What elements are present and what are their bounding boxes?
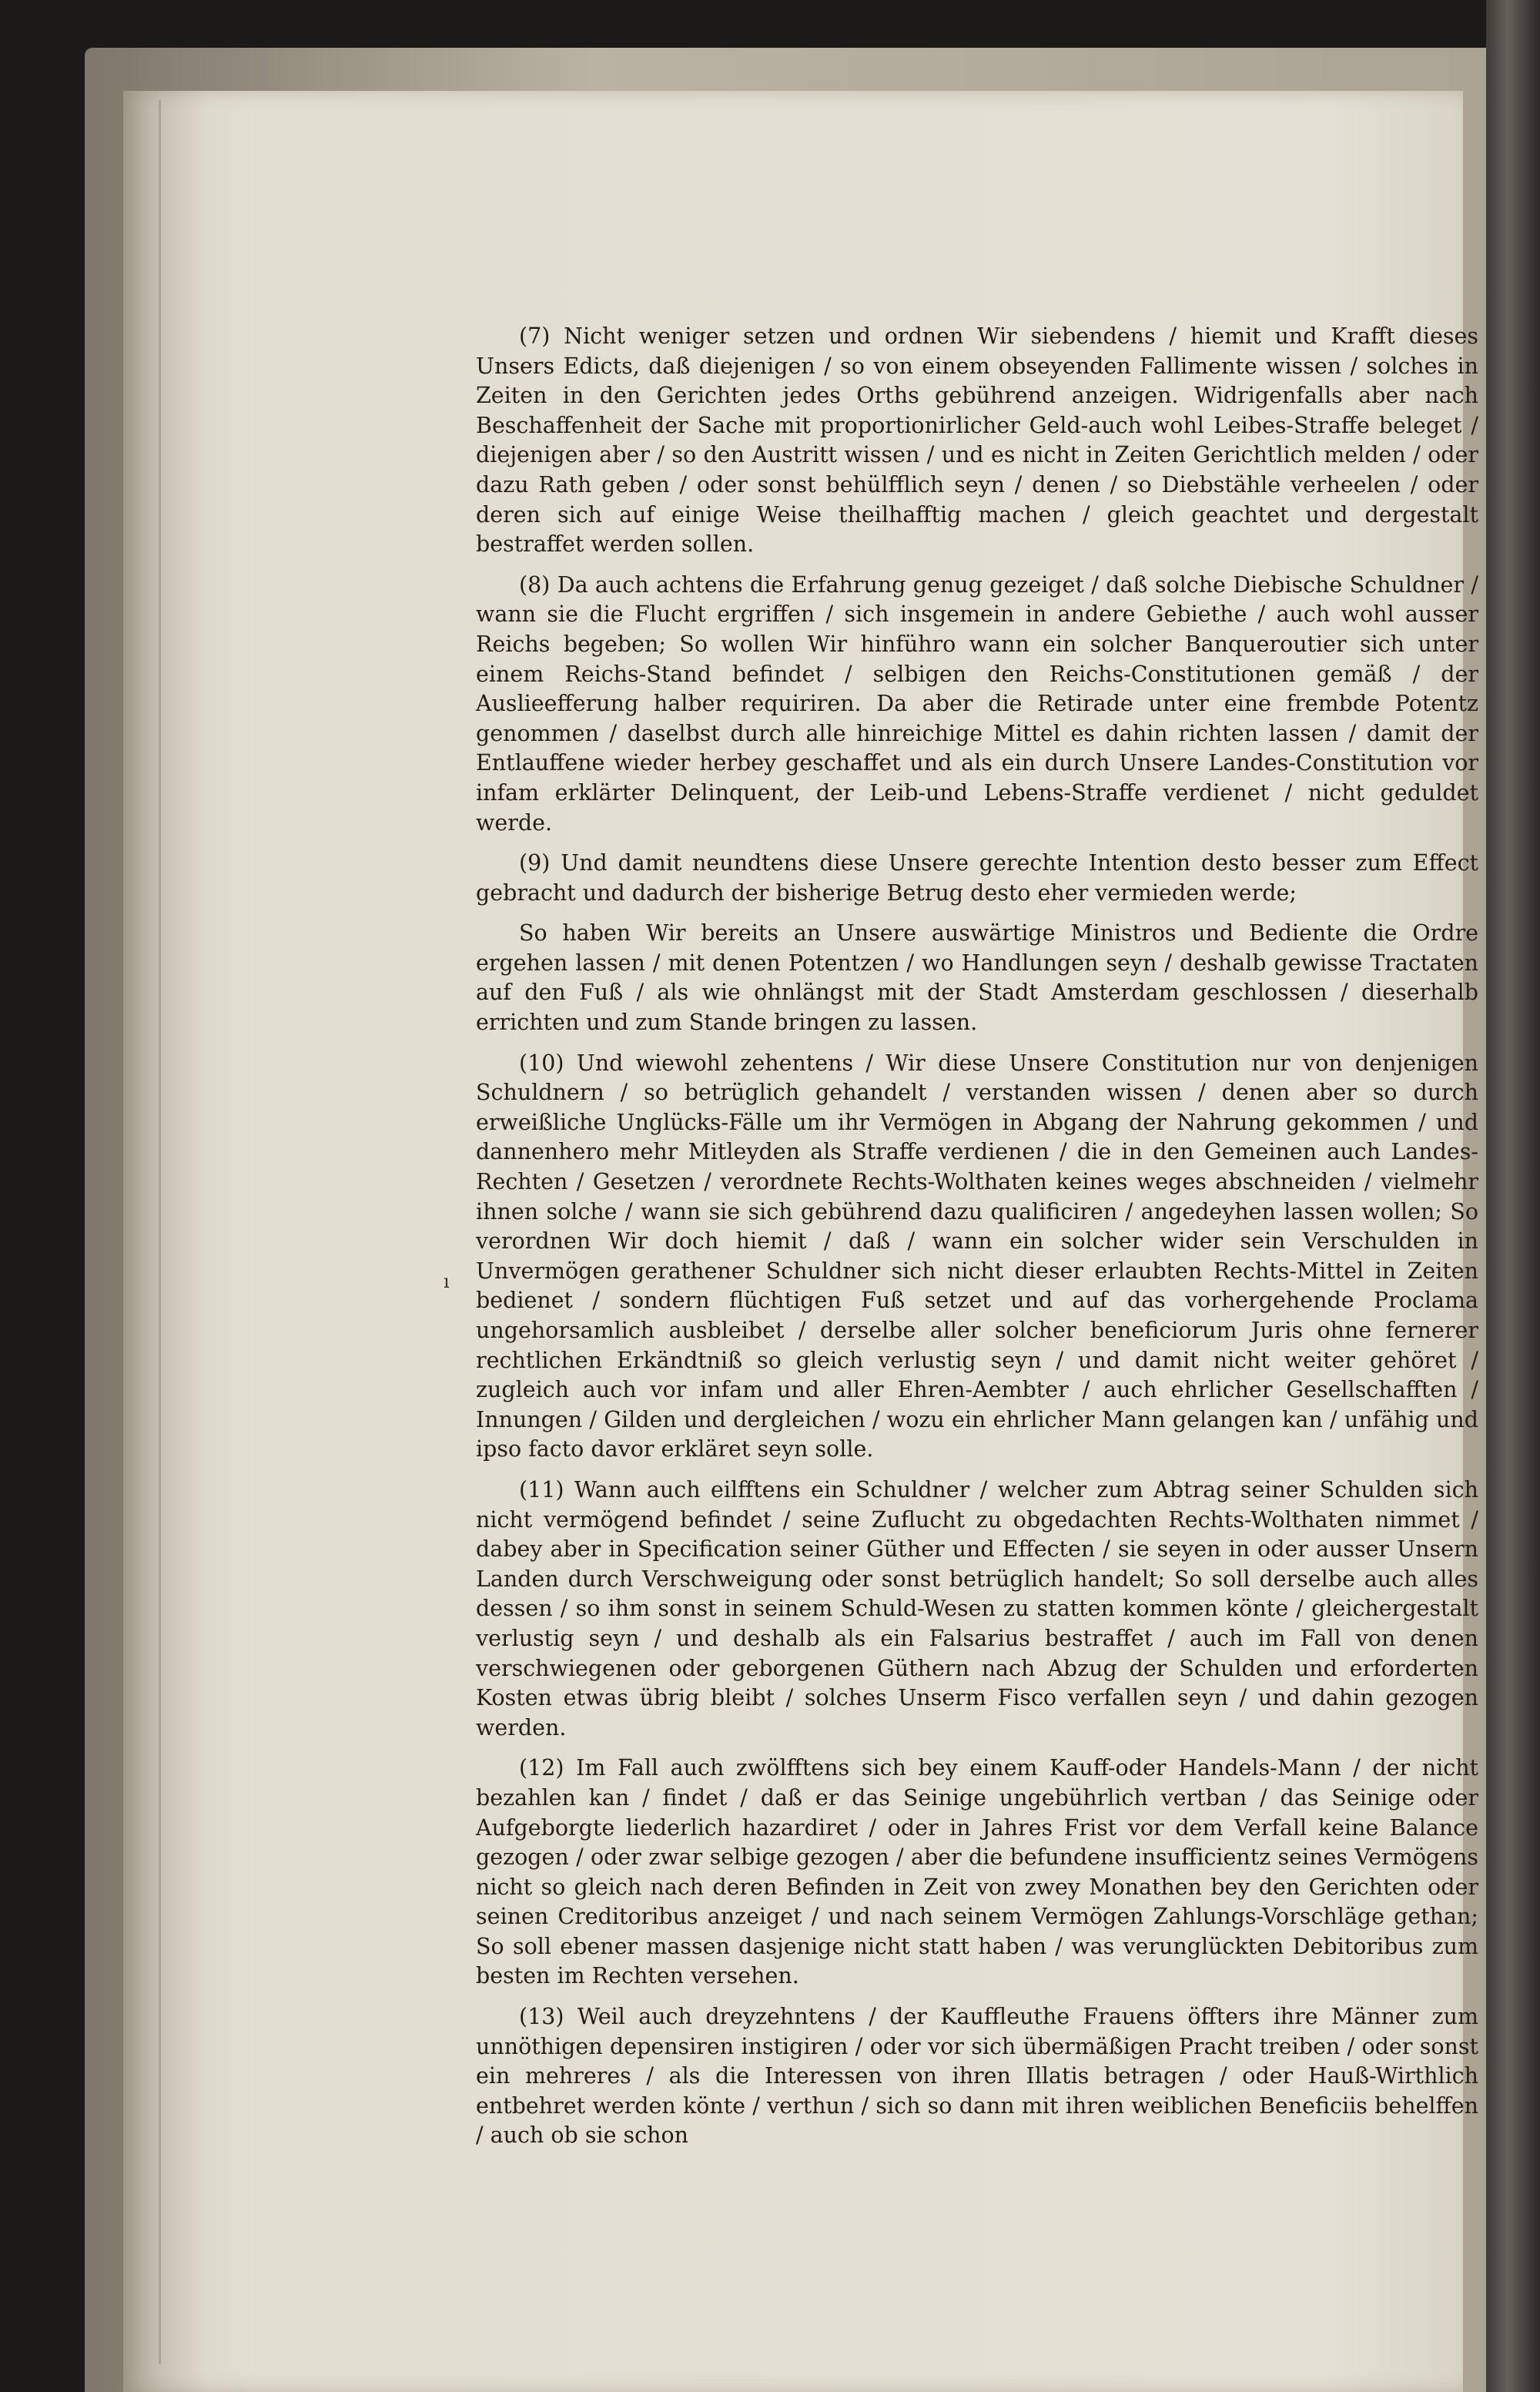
paragraph-9-cont: So haben Wir bereits an Unsere auswärtige Ministros und Bediente die Ordre ergehen lassen / mit denen Potentzen / wo Handlungen seyn / deshalb gewisse Tractaten auf den Fuß / als wie ohnlängst mit der Stadt Amsterdam geschlossen / dieserhalb errichten und zum Stande bringen zu lassen.	[476, 920, 1478, 1036]
paragraph-8: (8) Da auch achtens die Erfahrung genug gezeiget / daß solche Diebische Schuldner / wann sie die Flucht ergriffen / sich insgemein in andere Gebiethe / auch wohl ausser Reichs begeben; So wollen Wir hinführo wann ein solcher Banqueroutier sich unter einem Reichs-Stand befindet / selbigen den Reichs-Constitutionen gemäß / der Auslieefferung halber requiriren. Da aber die Retirade unter eine frembde Potentz genommen / daselbst durch alle hinreichige Mittel es dahin richten lassen / damit der Entlauffene wieder herbey geschaffet und als ein durch Unsere Landes-Constitution vor infam erklärter Delinquent, der Leib-und Lebens-Straffe verdienet / nicht geduldet werde.	[476, 571, 1478, 836]
margin-mark: ı	[444, 1271, 450, 1292]
body-text	[476, 322, 1478, 2162]
paragraph-13: (13) Weil auch dreyzehntens / der Kauffleuthe Frauens öffters ihre Männer zum unnöthigen depensiren instigiren / oder vor sich übermäßigen Pracht treiben / oder sonst ein mehreres / als die Interessen von ihren Illatis betragen / oder Hauß-Wirthlich entbehret werden könte / verthun / sich so dann mit ihren weiblichen Beneficiis behelffen / auch ob sie schon	[476, 2004, 1478, 2149]
paragraph-12: (12) Im Fall auch zwölfftens sich bey einem Kauff-oder Handels-Mann / der nicht bezahlen kan / findet / daß er das Seinige ungebührlich vertban / das Seinige oder Aufgeborgte liederlich hazardiret / oder in Jahres Frist vor dem Verfall keine Balance gezogen / oder zwar selbige gezogen / aber die befundene insufficientz seines Vermögens nicht so gleich nach deren Befinden in Zeit von zwey Monathen bey den Gerichten oder seinen Creditoribus anzeiget / und nach seinem Vermögen Zahlungs-Vorschläge gethan; So soll ebener massen dasjenige nicht statt haben / was verunglückten Debitoribus zum besten im Rechten versehen.	[476, 1755, 1478, 1989]
book-edge	[1486, 0, 1540, 2392]
paragraph-10: (10) Und wiewohl zehentens / Wir diese Unsere Constitution nur von denjenigen Schuldnern / so betrüglich gehandelt / verstanden wissen / denen aber so durch erweißliche Unglücks-Fälle um ihr Vermögen in Abgang der Nahrung gekommen / und dannenhero mehr Mitleyden als Straffe verdienen / die in den Gemeinen auch Landes-Rechten / Gesetzen / verordnete Rechts-Wolthaten keines weges abschneiden / vielmehr ihnen solche / wann sie sich gebührend dazu qualificiren / angedeyhen lassen wollen; So verordnen Wir doch hiemit / daß / wann ein solcher wider sein Verschulden in Unvermögen gerathener Schuldner sich nicht dieser erlaubten Rechts-Mittel in Zeiten bedienet / sondern flüchtigen Fuß setzet und auf das vorhergehende Proclama ungehorsamlich ausbleibet / derselbe aller solcher beneficiorum Juris ohne fernerer rechtlichen Erkändtniß so gleich verlustig seyn / und damit nicht weiter gehöret / zugleich auch vor infam und aller Ehren-Aembter / auch ehrlicher Gesellschafften / Innungen / Gilden und dergleichen / wozu ein ehrlicher Mann gelangen kan / unfähig und ipso facto davor erkläret seyn solle.	[476, 1050, 1478, 1462]
paragraph-11: (11) Wann auch eilfftens ein Schuldner / welcher zum Abtrag seiner Schulden sich nicht vermögend befindet / seine Zuflucht zu obgedachten Rechts-Wolthaten nimmet / dabey aber in Specification seiner Güther und Effecten / sie seyen in oder ausser Unsern Landen durch Verschweigung oder sonst betrüglich handelt; So soll derselbe auch alles dessen / so ihm sonst in seinem Schuld-Wesen zu statten kommen könte / gleichergestalt verlustig seyn / und deshalb als ein Falsarius bestraffet / auch im Fall von denen verschwiegenen oder geborgenen Güthern nach Abzug der Schulden und erforderten Kosten etwas übrig bleibt / solches Unserm Fisco verfallen seyn / und dahin gezogen werden.	[476, 1476, 1478, 1740]
paragraph-7: (7) Nicht weniger setzen und ordnen Wir siebendens / hiemit und Krafft dieses Unsers Edicts, daß diejenigen / so von einem obseyenden Fallimente wissen / solches in Zeiten in den Gerichten jedes Orths gebührend anzeigen. Widrigenfalls aber nach Beschaffenheit der Sache mit proportionirlicher Geld-auch wohl Leibes-Straffe beleget / diejenigen aber / so den Austritt wissen / und es nicht in Zeiten Gerichtlich melden / oder dazu Rath geben / oder sonst behülfflich seyn / denen / so Diebstähle verheelen / oder deren sich auf einige Weise theilhafftig machen / gleich geachtet und dergestalt bestraffet werden sollen.	[476, 323, 1478, 558]
page-gutter	[123, 91, 208, 2392]
paragraph-9: (9) Und damit neundtens diese Unsere gerechte Intention desto besser zum Effect gebracht und dadurch der bisherige Betrug desto eher vermieden werde;	[476, 850, 1478, 906]
page-fold-line	[159, 100, 161, 2364]
